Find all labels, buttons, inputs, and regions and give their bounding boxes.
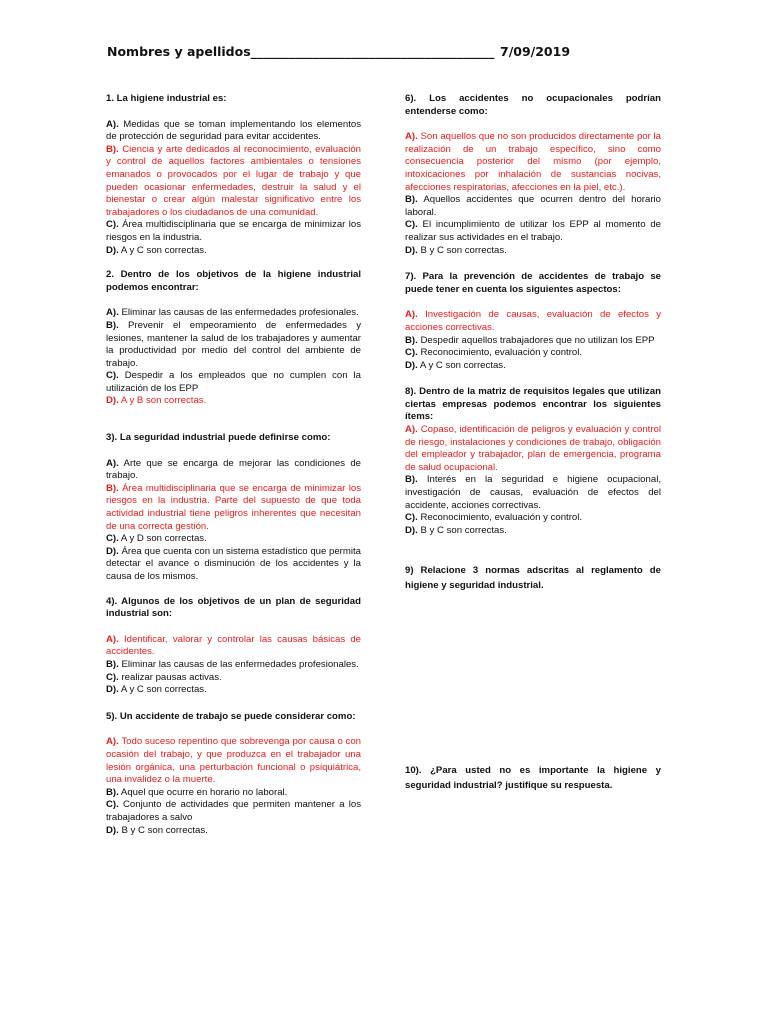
question-6 xyxy=(405,93,661,257)
option-d: D). A y C son correctas. xyxy=(106,684,207,696)
option-b: B). Prevenir el empeoramiento de enfermedades y lesiones, mantener la salud de los trabajadores y aumentar la productividad por medio del control del ambiente de trabajo. xyxy=(106,319,361,369)
option-c: C). Reconocimiento, evaluación y control. xyxy=(405,512,583,524)
question-title: 4). Algunos de los objetivos de un plan de seguridad industrial son: xyxy=(106,595,361,620)
option-a: A). Arte que se encarga de mejorar las condiciones de trabajo. xyxy=(106,457,361,482)
option-d: D). A y B son correctas. xyxy=(106,395,207,407)
exam-date: 7/09/2019 xyxy=(500,44,571,59)
option-c: C). El incumplimiento de utilizar los EPP al momento de realizar sus actividades en el trabajo. xyxy=(405,219,661,243)
question-1 xyxy=(106,93,361,257)
option-d: D). B y C son correctas. xyxy=(405,524,507,536)
question-8 xyxy=(405,386,661,537)
name-field-label: Nombres y apellidos_______________________________________ xyxy=(107,44,495,59)
question-title: 6). Los accidentes no ocupacionales podrían entenderse como: xyxy=(405,93,661,117)
option-a: A). Investigación de causas, evaluación de efectos y acciones correctivas. xyxy=(405,309,661,333)
right-column xyxy=(405,93,661,809)
option-d: D). B y C son correctas. xyxy=(405,244,507,256)
question-title: 2. Dentro de los objetivos de la higiene industrial podemos encontrar: xyxy=(106,269,361,293)
question-10 xyxy=(405,763,661,793)
option-a: A). Todo suceso repentino que sobrevenga por causa o con ocasión del trabajo, y que produzca en el trabajador una lesión orgánica, una perturbación funcional o psiquiátrica, una invalidez o la muerte. xyxy=(106,736,361,786)
question-title: 3). La seguridad industrial puede definirse como: xyxy=(106,432,331,444)
option-c: C). realizar pausas activas. xyxy=(106,671,222,683)
option-b: B). Área multidisciplinaria que se encarga de minimizar los riesgos en la industria. Parte del supuesto de que toda actividad industrial tiene peligros inherentes que necesitan de una correcta gestión. xyxy=(106,482,361,532)
option-b: B). Despedir aquellos trabajadores que no utilizan los EPP xyxy=(405,334,655,346)
option-b: B). Eliminar las causas de las enfermedades profesionales. xyxy=(106,658,359,670)
option-a: A). Copaso, identificación de peligros y evaluación y control de riesgo, instalaciones y condiciones de trabajo, obligación del empleador y trabajador, plan de emergencia, programa de salud ocupacional. xyxy=(405,424,661,473)
option-d: D). A y C son correctas. xyxy=(106,244,207,256)
option-b: B). Ciencia y arte dedicados al reconocimiento, evaluación y control de aquellos factores ambientales o tensiones emanados o provocados por el lugar de trabajo y que pueden ocasionar enfermedades, destruir la salud y el bienestar o crear algún malestar significativo entre los trabajadores o los ciudadanos de una comunidad. xyxy=(106,143,361,218)
question-2 xyxy=(106,269,361,408)
option-c: C). Área multidisciplinaria que se encarga de minimizar los riesgos en la industria. xyxy=(106,219,361,243)
question-3 xyxy=(106,432,361,584)
option-d: D). Área que cuenta con un sistema estadístico que permita detectar el avance o disminución de los accidentes y la causa de los mismos. xyxy=(106,545,361,582)
option-d: D). B y C son correctas. xyxy=(106,824,208,836)
option-a: A). Son aquellos que no son producidos directamente por la realización de un trabajo específico, sino como consecuencia posterior del mismo (por ejemplo, intoxicaciones por inhalación de sustancias nocivas, afecciones respiratorias, afecciones en la piel, etc.). xyxy=(405,131,661,193)
option-c: C). Despedir a los empleados que no cumplen con la utilización de los EPP xyxy=(106,370,361,394)
question-title: 10). ¿Para usted no es importante la higiene y seguridad industrial? justifique su respuesta. xyxy=(405,765,661,792)
option-a: A). Eliminar las causas de las enfermedades profesionales. xyxy=(106,307,359,319)
left-column xyxy=(106,93,361,853)
option-b: B). Aquel que ocurre en horario no laboral. xyxy=(106,786,288,798)
option-d: D). A y C son correctas. xyxy=(405,359,506,371)
question-title: 1. La higiene industrial es: xyxy=(106,93,227,104)
question-9 xyxy=(405,563,661,593)
question-title: 9) Relacione 3 normas adscritas al reglamento de higiene y seguridad industrial. xyxy=(405,565,661,592)
question-title: 7). Para la prevención de accidentes de trabajo se puede tener en cuenta los siguientes aspectos: xyxy=(405,271,661,295)
option-b: B). Interés en la seguridad e higiene ocupacional, investigación de causas, evaluación de efectos del accidente, acciones correctivas. xyxy=(405,474,661,511)
option-a: A). Identificar, valorar y controlar las causas básicas de accidentes. xyxy=(106,633,361,658)
question-5 xyxy=(106,711,361,837)
question-title: 5). Un accidente de trabajo se puede considerar como: xyxy=(106,710,356,722)
question-title: 8). Dentro de la matriz de requisitos legales que utilizan ciertas empresas podemos encontrar los siguientes ítems: xyxy=(405,386,661,423)
question-7 xyxy=(405,271,661,372)
option-c: C). A y D son correctas. xyxy=(106,533,207,545)
option-c: C). Conjunto de actividades que permiten mantener a los trabajadores a salvo xyxy=(106,799,361,823)
option-a: A). Medidas que se toman implementando los elementos de protección de seguridad para evitar accidentes. xyxy=(106,118,361,143)
option-c: C). Reconocimiento, evaluación y control. xyxy=(405,347,583,359)
question-4 xyxy=(106,596,361,697)
option-b: B). Aquellos accidentes que ocurren dentro del horario laboral. xyxy=(405,194,661,218)
